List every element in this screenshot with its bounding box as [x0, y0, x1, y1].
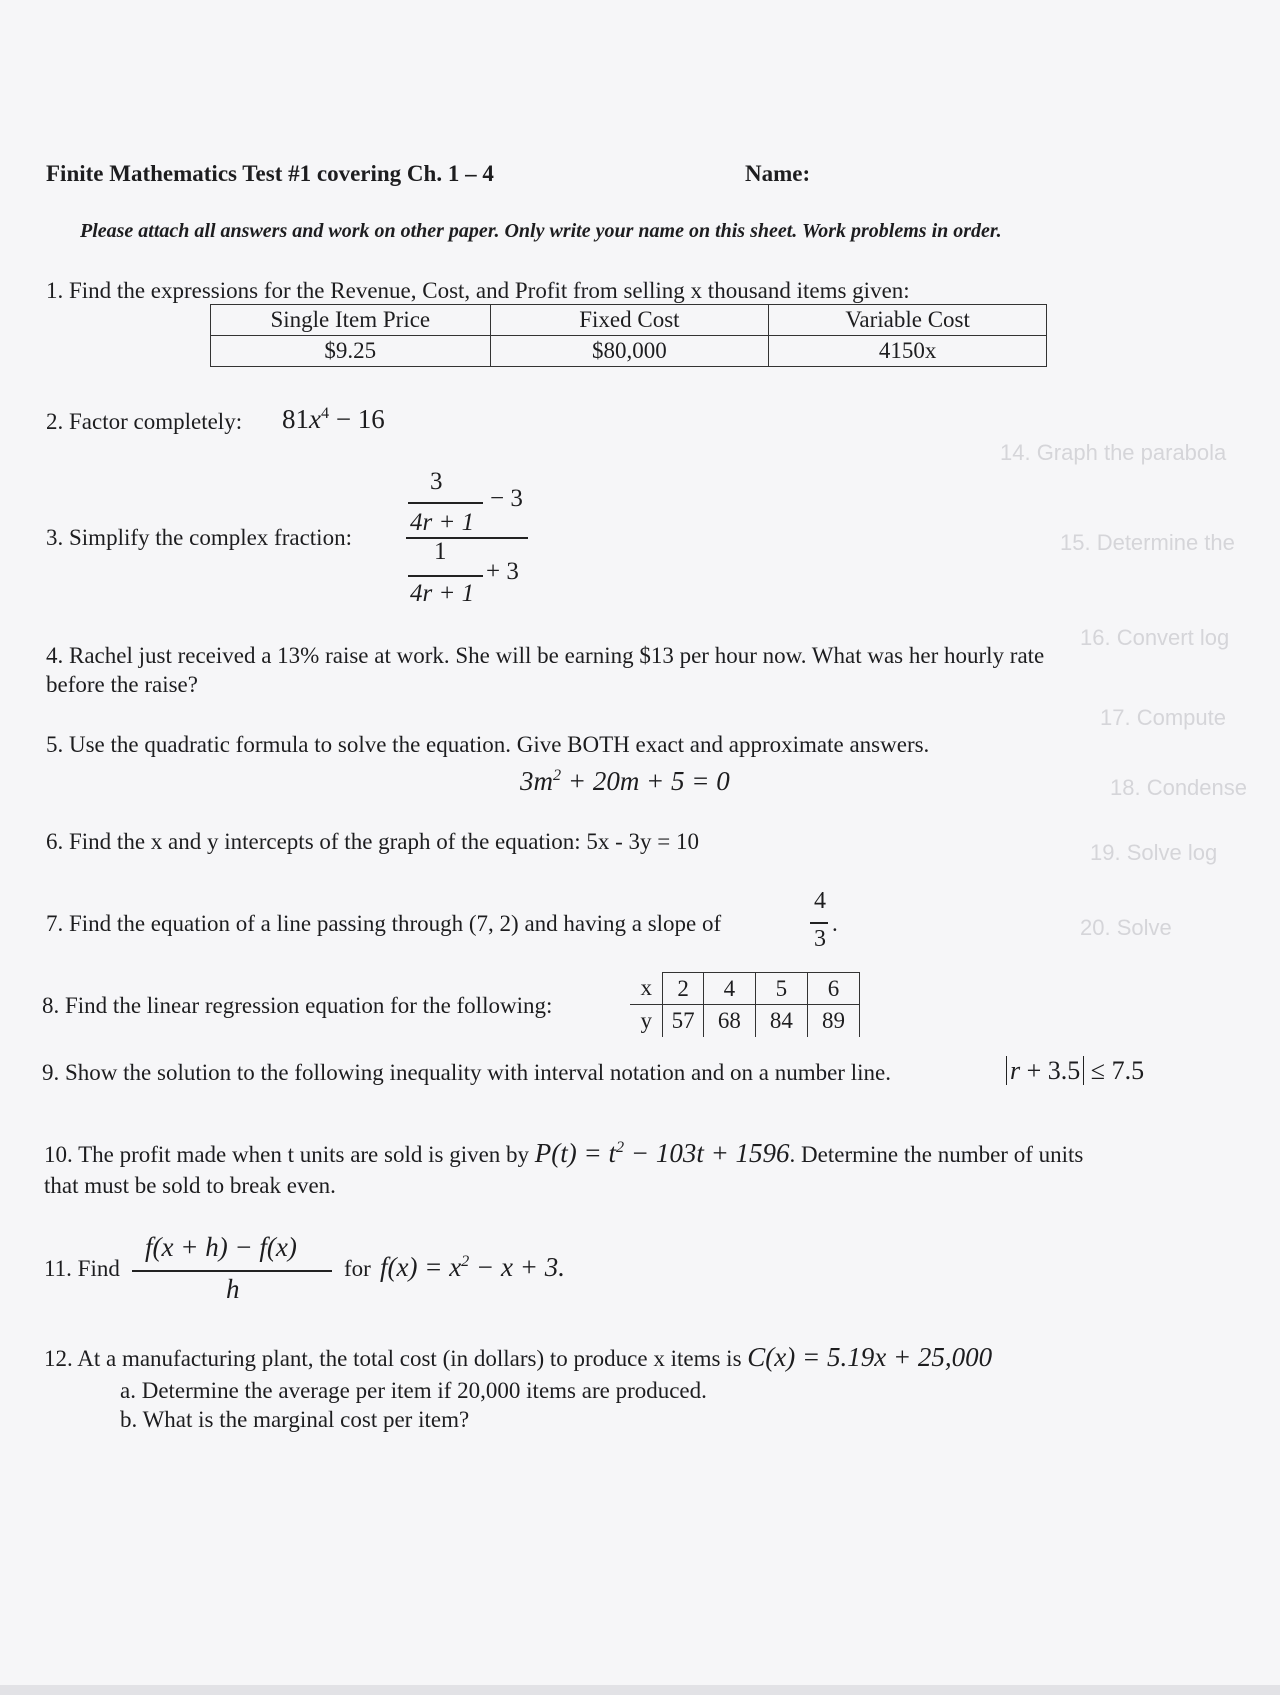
name-label: Name: [745, 161, 811, 186]
q11-function [380, 1252, 565, 1283]
bleed-through-mark: 15. Determine the [1060, 530, 1235, 555]
bleed-through-mark: 14. Graph the parabola [1000, 440, 1227, 465]
function-tail: − 103t + 1596 [630, 1138, 790, 1168]
expr-variable: x [309, 404, 321, 434]
q11-fraction-bar [132, 1270, 332, 1272]
table-header-cell: Variable Cost [769, 305, 1047, 336]
q12-cost-function: C(x) = 5.19x + 25,000 [747, 1342, 993, 1372]
q7-period: . [832, 911, 838, 936]
equation-rest: + 20m + 5 = 0 [567, 766, 730, 796]
function-tail: − x + 3. [476, 1252, 565, 1282]
question-5-equation [520, 766, 730, 797]
function-left: f(x) = x [380, 1252, 462, 1282]
table-cell: 57 [663, 1005, 703, 1037]
expr-exponent: 4 [320, 404, 330, 422]
absolute-value [1006, 1056, 1084, 1085]
question-12-text [44, 1342, 992, 1373]
question-5-text: 5. Use the quadratic formula to solve the equation. Give BOTH exact and approximate answers. [46, 732, 930, 757]
inequality-variable: r [1010, 1056, 1021, 1085]
question-9-inequality [1006, 1056, 1144, 1086]
q10-profit-function [535, 1138, 790, 1168]
q10-text-a: 10. The profit made when t units are sold is given by [44, 1142, 530, 1167]
q3-bottom-tail: + 3 [486, 558, 519, 585]
expr-tail: − 16 [335, 404, 385, 434]
table-cell: 89 [807, 1005, 859, 1037]
test-title: Finite Mathematics Test #1 covering Ch. 1 – 4 [46, 161, 494, 186]
bleed-through-mark: 18. Condense [1110, 775, 1247, 800]
q3-bottom-numerator: 1 [434, 538, 447, 565]
q1-cost-table [210, 304, 1047, 367]
q3-main-fraction-bar [406, 537, 528, 539]
inequality-rhs: ≤ 7.5 [1090, 1056, 1145, 1085]
bleed-through-mark: 19. Solve log [1090, 840, 1218, 865]
q7-slope-denominator: 3 [814, 926, 826, 952]
expr-coefficient: 81 [282, 404, 309, 434]
table-cell: $9.25 [211, 336, 491, 367]
question-9-text: 9. Show the solution to the following inequality with interval notation and on a number line. [42, 1060, 891, 1085]
question-4-line-2: before the raise? [46, 672, 198, 697]
question-10-line-1 [44, 1138, 1083, 1169]
question-6-text: 6. Find the x and y intercepts of the graph of the equation: 5x - 3y = 10 [46, 829, 699, 854]
equation-term: 3m [520, 766, 553, 796]
question-4-line-1: 4. Rachel just received a 13% raise at work. She will be earning $13 per hour now. What was her hourly rate [46, 643, 1045, 668]
function-exponent: 2 [616, 1138, 625, 1156]
q11-numerator: f(x + h) − f(x) [145, 1232, 297, 1262]
q3-bottom-fraction-bar [408, 575, 483, 577]
instructions: Please attach all answers and work on other paper. Only write your name on this sheet. Work problems in order. [80, 220, 1002, 242]
q3-bottom-denominator: 4r + 1 [410, 580, 475, 607]
question-1-text: 1. Find the expressions for the Revenue, Cost, and Profit from selling x thousand items given: [46, 278, 910, 303]
table-cell: 5 [755, 973, 807, 1005]
question-2-label: 2. Factor completely: [46, 409, 243, 434]
table-cell: x [630, 973, 663, 1005]
bleed-through-mark: 20. Solve [1080, 915, 1172, 940]
table-cell: y [630, 1005, 663, 1037]
q11-denominator: h [226, 1274, 240, 1304]
q10-text-b: . Determine the number of units [789, 1142, 1084, 1167]
bleed-through-mark: 16. Convert log [1080, 625, 1230, 650]
equation-exponent: 2 [553, 766, 562, 784]
table-cell: 4 [703, 973, 755, 1005]
q3-top-numerator: 3 [430, 468, 443, 495]
question-7-text: 7. Find the equation of a line passing through (7, 2) and having a slope of [46, 911, 722, 936]
table-cell: 6 [807, 973, 859, 1005]
inequality-term: + 3.5 [1026, 1056, 1081, 1085]
question-11-label: 11. Find [44, 1256, 120, 1281]
table-cell: 84 [755, 1005, 807, 1037]
question-8-text: 8. Find the linear regression equation for the following: [42, 993, 553, 1018]
function-left: P(t) = t [534, 1138, 616, 1168]
table-cell: 4150x [769, 336, 1047, 367]
table-header-cell: Single Item Price [211, 305, 491, 336]
question-2-expression [282, 404, 385, 435]
page-bottom-edge [0, 1685, 1280, 1695]
q3-top-denominator: 4r + 1 [410, 509, 475, 536]
table-cell: $80,000 [490, 336, 769, 367]
q3-top-tail: − 3 [490, 485, 523, 512]
q7-slope-bar [810, 922, 828, 924]
table-cell: 2 [663, 973, 703, 1005]
question-12-part-a: a. Determine the average per item if 20,000 items are produced. [120, 1378, 707, 1403]
table-header-cell: Fixed Cost [490, 305, 769, 336]
table-cell: 68 [703, 1005, 755, 1037]
q12-text: 12. At a manufacturing plant, the total cost (in dollars) to produce x items is [44, 1346, 742, 1371]
q8-data-table [630, 972, 860, 1037]
q3-top-fraction-bar [408, 502, 483, 504]
bleed-through-mark: 17. Compute [1100, 705, 1226, 730]
question-10-line-2: that must be sold to break even. [44, 1173, 336, 1198]
question-12-part-b: b. What is the marginal cost per item? [120, 1407, 470, 1432]
q11-for: for [344, 1256, 371, 1281]
question-3-label: 3. Simplify the complex fraction: [46, 525, 352, 550]
function-exponent: 2 [461, 1252, 470, 1270]
q7-slope-numerator: 4 [814, 888, 826, 914]
